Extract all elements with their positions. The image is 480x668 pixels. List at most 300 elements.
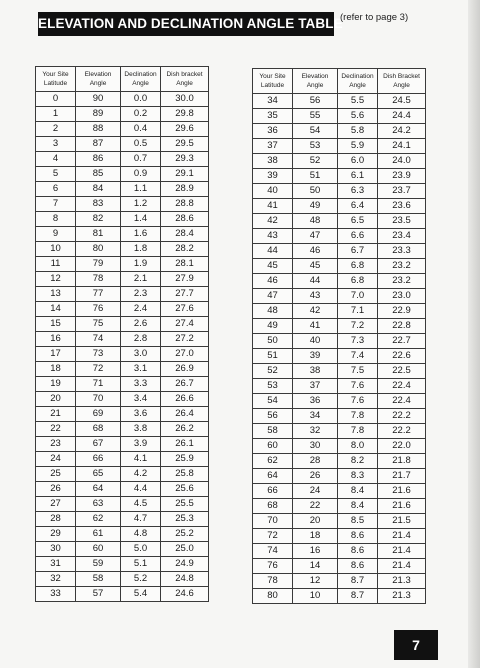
cell-latitude: 74 <box>253 544 293 559</box>
cell-latitude: 26 <box>36 482 76 497</box>
cell-dish-bracket: 21.7 <box>378 469 426 484</box>
header-site-latitude: Your Site Latitude <box>253 69 293 94</box>
cell-elevation: 34 <box>293 409 338 424</box>
cell-latitude: 1 <box>36 107 76 122</box>
cell-latitude: 29 <box>36 527 76 542</box>
cell-dish-bracket: 27.2 <box>161 332 209 347</box>
cell-latitude: 70 <box>253 514 293 529</box>
cell-dish-bracket: 29.5 <box>161 137 209 152</box>
cell-dish-bracket: 24.6 <box>161 587 209 602</box>
cell-elevation: 69 <box>76 407 121 422</box>
cell-latitude: 64 <box>253 469 293 484</box>
cell-dish-bracket: 21.6 <box>378 484 426 499</box>
table-row <box>253 379 426 394</box>
cell-elevation: 80 <box>76 242 121 257</box>
cell-elevation: 46 <box>293 244 338 259</box>
cell-dish-bracket: 21.3 <box>378 574 426 589</box>
table-header-row <box>253 69 426 94</box>
cell-declination: 7.5 <box>338 364 378 379</box>
cell-elevation: 77 <box>76 287 121 302</box>
table-row <box>253 469 426 484</box>
cell-latitude: 10 <box>36 242 76 257</box>
cell-dish-bracket: 22.6 <box>378 349 426 364</box>
cell-declination: 7.3 <box>338 334 378 349</box>
cell-latitude: 38 <box>253 154 293 169</box>
cell-elevation: 20 <box>293 514 338 529</box>
cell-declination: 8.3 <box>338 469 378 484</box>
cell-declination: 4.1 <box>121 452 161 467</box>
cell-dish-bracket: 29.3 <box>161 152 209 167</box>
cell-dish-bracket: 23.6 <box>378 199 426 214</box>
cell-declination: 1.6 <box>121 227 161 242</box>
cell-dish-bracket: 22.2 <box>378 424 426 439</box>
table-row <box>253 139 426 154</box>
cell-elevation: 90 <box>76 92 121 107</box>
cell-dish-bracket: 21.8 <box>378 454 426 469</box>
cell-latitude: 14 <box>36 302 76 317</box>
cell-declination: 5.0 <box>121 542 161 557</box>
refer-note: (refer to page 3) <box>340 12 409 23</box>
cell-dish-bracket: 23.0 <box>378 289 426 304</box>
table-row <box>253 394 426 409</box>
cell-declination: 7.8 <box>338 424 378 439</box>
cell-declination: 2.3 <box>121 287 161 302</box>
cell-latitude: 15 <box>36 317 76 332</box>
table-row <box>253 544 426 559</box>
cell-latitude: 18 <box>36 362 76 377</box>
cell-declination: 4.8 <box>121 527 161 542</box>
table-row <box>36 272 209 287</box>
cell-elevation: 72 <box>76 362 121 377</box>
cell-latitude: 51 <box>253 349 293 364</box>
cell-declination: 1.1 <box>121 182 161 197</box>
cell-declination: 8.7 <box>338 589 378 604</box>
cell-dish-bracket: 28.4 <box>161 227 209 242</box>
cell-dish-bracket: 29.8 <box>161 107 209 122</box>
table-row <box>253 409 426 424</box>
cell-declination: 3.4 <box>121 392 161 407</box>
header-declination-angle: Declination Angle <box>338 69 378 94</box>
cell-elevation: 76 <box>76 302 121 317</box>
cell-elevation: 16 <box>293 544 338 559</box>
cell-elevation: 52 <box>293 154 338 169</box>
table-row <box>253 124 426 139</box>
cell-declination: 7.2 <box>338 319 378 334</box>
table-row <box>36 497 209 512</box>
table-row <box>253 199 426 214</box>
cell-elevation: 84 <box>76 182 121 197</box>
cell-dish-bracket: 22.0 <box>378 439 426 454</box>
cell-elevation: 79 <box>76 257 121 272</box>
table-row <box>36 317 209 332</box>
cell-declination: 8.6 <box>338 559 378 574</box>
table-row <box>253 169 426 184</box>
cell-dish-bracket: 27.6 <box>161 302 209 317</box>
cell-elevation: 42 <box>293 304 338 319</box>
table-row <box>253 289 426 304</box>
page-edge-shadow <box>468 0 480 668</box>
cell-elevation: 86 <box>76 152 121 167</box>
table-row <box>36 257 209 272</box>
cell-dish-bracket: 25.6 <box>161 482 209 497</box>
cell-latitude: 30 <box>36 542 76 557</box>
cell-declination: 5.6 <box>338 109 378 124</box>
cell-declination: 6.4 <box>338 199 378 214</box>
table-row <box>36 527 209 542</box>
cell-elevation: 41 <box>293 319 338 334</box>
cell-dish-bracket: 25.2 <box>161 527 209 542</box>
cell-declination: 0.5 <box>121 137 161 152</box>
header-elevation-angle: Elevation Angle <box>76 67 121 92</box>
cell-declination: 3.0 <box>121 347 161 362</box>
cell-elevation: 89 <box>76 107 121 122</box>
cell-declination: 6.8 <box>338 259 378 274</box>
cell-declination: 6.7 <box>338 244 378 259</box>
cell-dish-bracket: 24.9 <box>161 557 209 572</box>
table-row <box>36 167 209 182</box>
table-row <box>253 364 426 379</box>
cell-declination: 1.8 <box>121 242 161 257</box>
table-row <box>253 574 426 589</box>
cell-declination: 8.2 <box>338 454 378 469</box>
cell-latitude: 66 <box>253 484 293 499</box>
table-row <box>253 484 426 499</box>
table-row <box>253 184 426 199</box>
cell-latitude: 9 <box>36 227 76 242</box>
cell-declination: 0.2 <box>121 107 161 122</box>
cell-latitude: 35 <box>253 109 293 124</box>
cell-dish-bracket: 25.8 <box>161 467 209 482</box>
table-row <box>253 94 426 109</box>
cell-dish-bracket: 25.5 <box>161 497 209 512</box>
table-header-row <box>36 67 209 92</box>
header-dish-bracket-angle: Dish Bracket Angle <box>378 69 426 94</box>
table-row <box>36 152 209 167</box>
cell-dish-bracket: 21.5 <box>378 514 426 529</box>
cell-dish-bracket: 24.0 <box>378 154 426 169</box>
angle-table-left <box>35 66 209 602</box>
table-row <box>36 542 209 557</box>
cell-declination: 3.3 <box>121 377 161 392</box>
cell-declination: 8.6 <box>338 529 378 544</box>
table-row <box>36 437 209 452</box>
cell-declination: 8.4 <box>338 499 378 514</box>
table-row <box>36 557 209 572</box>
table-row <box>36 242 209 257</box>
cell-latitude: 11 <box>36 257 76 272</box>
cell-elevation: 10 <box>293 589 338 604</box>
cell-declination: 7.1 <box>338 304 378 319</box>
cell-dish-bracket: 23.2 <box>378 274 426 289</box>
cell-elevation: 71 <box>76 377 121 392</box>
header-declination-angle: Declination Angle <box>121 67 161 92</box>
table-row <box>36 302 209 317</box>
table-row <box>253 274 426 289</box>
table-row <box>36 377 209 392</box>
cell-dish-bracket: 24.4 <box>378 109 426 124</box>
cell-latitude: 36 <box>253 124 293 139</box>
cell-declination: 7.6 <box>338 379 378 394</box>
cell-dish-bracket: 24.1 <box>378 139 426 154</box>
cell-latitude: 44 <box>253 244 293 259</box>
cell-elevation: 43 <box>293 289 338 304</box>
cell-latitude: 0 <box>36 92 76 107</box>
cell-elevation: 56 <box>293 94 338 109</box>
cell-declination: 8.5 <box>338 514 378 529</box>
cell-latitude: 13 <box>36 287 76 302</box>
cell-elevation: 18 <box>293 529 338 544</box>
cell-declination: 5.5 <box>338 94 378 109</box>
cell-dish-bracket: 28.1 <box>161 257 209 272</box>
cell-dish-bracket: 22.8 <box>378 319 426 334</box>
table-row <box>253 229 426 244</box>
cell-latitude: 41 <box>253 199 293 214</box>
cell-dish-bracket: 25.0 <box>161 542 209 557</box>
cell-elevation: 58 <box>76 572 121 587</box>
cell-latitude: 6 <box>36 182 76 197</box>
table-body-right <box>253 94 426 604</box>
cell-dish-bracket: 28.6 <box>161 212 209 227</box>
cell-latitude: 37 <box>253 139 293 154</box>
cell-dish-bracket: 26.7 <box>161 377 209 392</box>
cell-dish-bracket: 21.6 <box>378 499 426 514</box>
table-row <box>36 122 209 137</box>
table-row <box>36 572 209 587</box>
cell-latitude: 17 <box>36 347 76 362</box>
cell-elevation: 64 <box>76 482 121 497</box>
table-row <box>36 362 209 377</box>
table-row <box>36 467 209 482</box>
cell-latitude: 34 <box>253 94 293 109</box>
table-row <box>36 587 209 602</box>
cell-dish-bracket: 24.8 <box>161 572 209 587</box>
cell-declination: 7.6 <box>338 394 378 409</box>
cell-latitude: 52 <box>253 364 293 379</box>
cell-declination: 5.1 <box>121 557 161 572</box>
table-row <box>253 559 426 574</box>
cell-declination: 8.7 <box>338 574 378 589</box>
cell-dish-bracket: 22.7 <box>378 334 426 349</box>
cell-elevation: 38 <box>293 364 338 379</box>
cell-elevation: 55 <box>293 109 338 124</box>
table-row <box>36 347 209 362</box>
cell-dish-bracket: 26.1 <box>161 437 209 452</box>
cell-dish-bracket: 28.2 <box>161 242 209 257</box>
table-row <box>36 287 209 302</box>
cell-declination: 0.9 <box>121 167 161 182</box>
cell-elevation: 24 <box>293 484 338 499</box>
cell-dish-bracket: 26.4 <box>161 407 209 422</box>
cell-elevation: 63 <box>76 497 121 512</box>
cell-declination: 6.1 <box>338 169 378 184</box>
cell-elevation: 28 <box>293 454 338 469</box>
cell-latitude: 22 <box>36 422 76 437</box>
cell-latitude: 45 <box>253 259 293 274</box>
cell-elevation: 85 <box>76 167 121 182</box>
cell-dish-bracket: 26.6 <box>161 392 209 407</box>
cell-latitude: 31 <box>36 557 76 572</box>
table-row <box>36 182 209 197</box>
cell-dish-bracket: 21.4 <box>378 559 426 574</box>
cell-latitude: 33 <box>36 587 76 602</box>
cell-elevation: 32 <box>293 424 338 439</box>
cell-elevation: 51 <box>293 169 338 184</box>
cell-declination: 2.4 <box>121 302 161 317</box>
cell-declination: 3.8 <box>121 422 161 437</box>
cell-dish-bracket: 27.7 <box>161 287 209 302</box>
cell-elevation: 22 <box>293 499 338 514</box>
table-row <box>36 452 209 467</box>
cell-elevation: 26 <box>293 469 338 484</box>
header-site-latitude: Your Site Latitude <box>36 67 76 92</box>
cell-elevation: 81 <box>76 227 121 242</box>
cell-elevation: 82 <box>76 212 121 227</box>
table-row <box>36 392 209 407</box>
cell-latitude: 25 <box>36 467 76 482</box>
cell-latitude: 5 <box>36 167 76 182</box>
cell-elevation: 83 <box>76 197 121 212</box>
table-row <box>253 439 426 454</box>
cell-latitude: 68 <box>253 499 293 514</box>
table-row <box>36 422 209 437</box>
cell-latitude: 2 <box>36 122 76 137</box>
cell-dish-bracket: 27.0 <box>161 347 209 362</box>
cell-declination: 2.6 <box>121 317 161 332</box>
table-row <box>36 107 209 122</box>
table-row <box>253 214 426 229</box>
header-dish-bracket-angle: Dish bracket Angle <box>161 67 209 92</box>
cell-declination: 2.1 <box>121 272 161 287</box>
cell-dish-bracket: 29.1 <box>161 167 209 182</box>
cell-declination: 8.0 <box>338 439 378 454</box>
cell-declination: 8.6 <box>338 544 378 559</box>
cell-dish-bracket: 30.0 <box>161 92 209 107</box>
cell-declination: 4.7 <box>121 512 161 527</box>
cell-latitude: 27 <box>36 497 76 512</box>
table-row <box>36 92 209 107</box>
cell-declination: 0.4 <box>121 122 161 137</box>
cell-dish-bracket: 25.3 <box>161 512 209 527</box>
cell-declination: 7.0 <box>338 289 378 304</box>
cell-latitude: 12 <box>36 272 76 287</box>
cell-elevation: 75 <box>76 317 121 332</box>
cell-declination: 2.8 <box>121 332 161 347</box>
cell-declination: 7.4 <box>338 349 378 364</box>
cell-dish-bracket: 23.7 <box>378 184 426 199</box>
cell-latitude: 80 <box>253 589 293 604</box>
cell-dish-bracket: 22.4 <box>378 394 426 409</box>
cell-declination: 1.4 <box>121 212 161 227</box>
cell-elevation: 57 <box>76 587 121 602</box>
table-row <box>253 424 426 439</box>
cell-elevation: 74 <box>76 332 121 347</box>
cell-elevation: 39 <box>293 349 338 364</box>
table-row <box>253 514 426 529</box>
cell-latitude: 32 <box>36 572 76 587</box>
cell-elevation: 60 <box>76 542 121 557</box>
table-row <box>253 304 426 319</box>
cell-elevation: 36 <box>293 394 338 409</box>
cell-dish-bracket: 26.9 <box>161 362 209 377</box>
cell-declination: 5.2 <box>121 572 161 587</box>
cell-declination: 5.4 <box>121 587 161 602</box>
cell-elevation: 30 <box>293 439 338 454</box>
cell-declination: 3.1 <box>121 362 161 377</box>
angle-table-right <box>252 68 426 604</box>
cell-elevation: 65 <box>76 467 121 482</box>
table-row <box>36 137 209 152</box>
cell-elevation: 70 <box>76 392 121 407</box>
cell-latitude: 49 <box>253 319 293 334</box>
cell-dish-bracket: 22.5 <box>378 364 426 379</box>
cell-dish-bracket: 29.6 <box>161 122 209 137</box>
cell-latitude: 53 <box>253 379 293 394</box>
cell-elevation: 68 <box>76 422 121 437</box>
cell-latitude: 47 <box>253 289 293 304</box>
page-title: ELEVATION AND DECLINATION ANGLE TABLE <box>38 12 334 36</box>
cell-elevation: 61 <box>76 527 121 542</box>
table-body-left <box>36 92 209 602</box>
cell-declination: 3.9 <box>121 437 161 452</box>
cell-declination: 4.5 <box>121 497 161 512</box>
table-row <box>253 109 426 124</box>
cell-dish-bracket: 21.4 <box>378 544 426 559</box>
cell-declination: 4.4 <box>121 482 161 497</box>
cell-elevation: 37 <box>293 379 338 394</box>
table-row <box>36 227 209 242</box>
cell-elevation: 48 <box>293 214 338 229</box>
table-row <box>253 319 426 334</box>
cell-declination: 3.6 <box>121 407 161 422</box>
cell-elevation: 44 <box>293 274 338 289</box>
cell-declination: 5.9 <box>338 139 378 154</box>
cell-dish-bracket: 23.5 <box>378 214 426 229</box>
cell-dish-bracket: 23.9 <box>378 169 426 184</box>
cell-elevation: 47 <box>293 229 338 244</box>
cell-elevation: 62 <box>76 512 121 527</box>
cell-latitude: 8 <box>36 212 76 227</box>
cell-elevation: 73 <box>76 347 121 362</box>
cell-dish-bracket: 23.4 <box>378 229 426 244</box>
cell-latitude: 16 <box>36 332 76 347</box>
cell-elevation: 59 <box>76 557 121 572</box>
cell-elevation: 50 <box>293 184 338 199</box>
table-row <box>36 482 209 497</box>
cell-dish-bracket: 22.9 <box>378 304 426 319</box>
cell-elevation: 14 <box>293 559 338 574</box>
cell-declination: 6.5 <box>338 214 378 229</box>
cell-declination: 5.8 <box>338 124 378 139</box>
cell-declination: 1.2 <box>121 197 161 212</box>
cell-latitude: 58 <box>253 424 293 439</box>
header-elevation-angle: Elevation Angle <box>293 69 338 94</box>
cell-declination: 0.0 <box>121 92 161 107</box>
cell-dish-bracket: 26.2 <box>161 422 209 437</box>
cell-latitude: 24 <box>36 452 76 467</box>
cell-declination: 6.3 <box>338 184 378 199</box>
table-row <box>253 499 426 514</box>
cell-dish-bracket: 21.3 <box>378 589 426 604</box>
cell-latitude: 20 <box>36 392 76 407</box>
table-row <box>253 244 426 259</box>
table-row <box>253 529 426 544</box>
cell-latitude: 3 <box>36 137 76 152</box>
cell-declination: 8.4 <box>338 484 378 499</box>
cell-elevation: 45 <box>293 259 338 274</box>
cell-dish-bracket: 28.8 <box>161 197 209 212</box>
cell-latitude: 42 <box>253 214 293 229</box>
cell-dish-bracket: 22.4 <box>378 379 426 394</box>
